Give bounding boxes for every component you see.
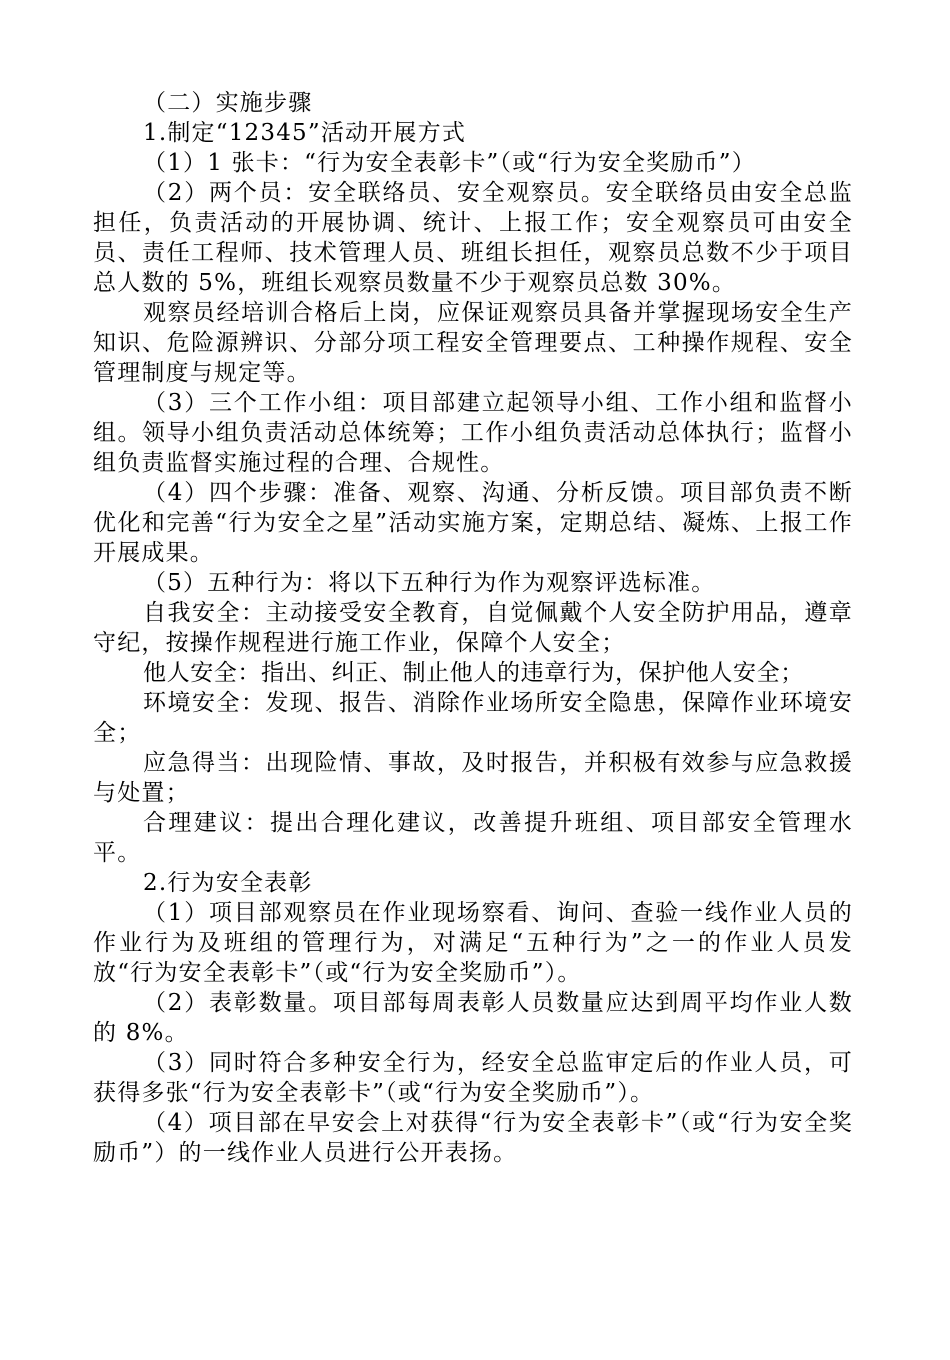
document-body xyxy=(93,88,853,1168)
paragraph: 合理建议：提出合理化建议，改善提升班组、项目部安全管理水平。 xyxy=(93,810,853,866)
paragraph: 他人安全：指出、纠正、制止他人的违章行为，保护他人安全； xyxy=(143,660,804,686)
paragraph: 观察员经培训合格后上岗，应保证观察员具备并掌握现场安全生产知识、危险源辨识、分部分项工程安全管理要点、工种操作规程、安全管理制度与规定等。 xyxy=(93,300,853,386)
subsection-heading: 1.制定“12345”活动开展方式 xyxy=(143,120,467,146)
paragraph: （4）四个步骤：准备、观察、沟通、分析反馈。项目部负责不断优化和完善“行为安全之星”活动实施方案，定期总结、凝炼、上报工作开展成果。 xyxy=(93,480,853,566)
paragraph: 环境安全：发现、报告、消除作业场所安全隐患，保障作业环境安全； xyxy=(93,690,853,746)
paragraph: 应急得当：出现险情、事故，及时报告，并积极有效参与应急救援与处置； xyxy=(93,750,853,806)
paragraph: （5）五种行为：将以下五种行为作为观察评选标准。 xyxy=(143,570,716,596)
paragraph: （1）1 张卡：“行为安全表彰卡”（或“行为安全奖励币”） xyxy=(143,150,756,176)
paragraph: 自我安全：主动接受安全教育，自觉佩戴个人安全防护用品，遵章守纪，按操作规程进行施工作业，保障个人安全； xyxy=(93,600,853,656)
paragraph: （3）三个工作小组：项目部建立起领导小组、工作小组和监督小组。领导小组负责活动总体统筹；工作小组负责活动总体执行；监督小组负责监督实施过程的合理、合规性。 xyxy=(93,390,853,476)
subsection-heading: 2.行为安全表彰 xyxy=(143,870,313,896)
paragraph: （2）表彰数量。项目部每周表彰人员数量应达到周平均作业人数的 8%。 xyxy=(93,990,853,1046)
paragraph: （2）两个员：安全联络员、安全观察员。安全联络员由安全总监担任，负责活动的开展协调、统计、上报工作；安全观察员可由安全员、责任工程师、技术管理人员、班组长担任，观察员总数不少于项目总人数的 5%，班组长观察员数量不少于观察员总数 30%。 xyxy=(93,180,853,296)
section-heading: （二）实施步骤 xyxy=(143,90,313,116)
paragraph: （4）项目部在早安会上对获得“行为安全表彰卡”（或“行为安全奖励币”）的一线作业人员进行公开表扬。 xyxy=(93,1110,853,1166)
paragraph: （3）同时符合多种安全行为，经安全总监审定后的作业人员，可获得多张“行为安全表彰卡”（或“行为安全奖励币”）。 xyxy=(93,1050,853,1106)
paragraph: （1）项目部观察员在作业现场察看、询问、查验一线作业人员的作业行为及班组的管理行为，对满足“五种行为”之一的作业人员发放“行为安全表彰卡”（或“行为安全奖励币”）。 xyxy=(93,900,853,986)
